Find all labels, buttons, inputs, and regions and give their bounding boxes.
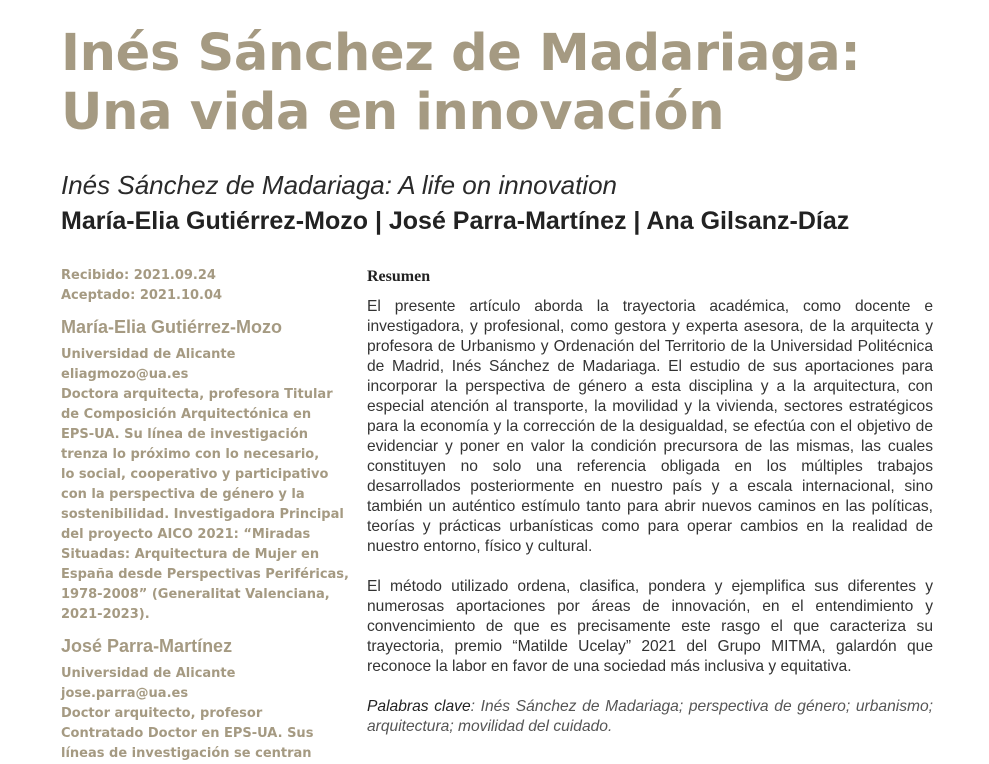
author-email: eliagmozo@ua.es bbox=[61, 367, 189, 382]
author-list: María-Elia Gutiérrez-Mozo | José Parra-Martínez | Ana Gilsanz-Díaz bbox=[61, 207, 850, 235]
author-bio-line: líneas de investigación se centran bbox=[61, 746, 312, 761]
author-bio-line: 1978-2008” (Generalitat Valenciana, bbox=[61, 587, 330, 602]
keywords-label: Palabras clave bbox=[367, 698, 471, 715]
abstract-paragraph-2: El método utilizado ordena, clasifica, pondera y ejemplifica sus diferentes y numerosas aportaciones por áreas de innovación, en el entendimiento y convencimiento de que es precisamente este rasgo el que caracteriza su trayectoria, premio “Matilde Ucelay” 2021 del Grupo MITMA, galardón que reconoce la labor en favor de una sociedad más inclusiva y equitativa. bbox=[367, 578, 933, 675]
author-affiliation: Universidad de Alicante bbox=[61, 666, 236, 681]
author-bio-line: del proyecto AICO 2021: “Miradas bbox=[61, 527, 311, 542]
keywords bbox=[367, 697, 933, 737]
author-bio-line: lo social, cooperativo y participativo bbox=[61, 467, 329, 482]
author-affiliation: Universidad de Alicante bbox=[61, 347, 236, 362]
author-block-2 bbox=[61, 634, 326, 764]
article-title-line-2: Una vida en innovación bbox=[61, 83, 725, 142]
accepted-date: Aceptado: 2021.10.04 bbox=[61, 288, 223, 303]
author-bio-line: Doctor arquitecto, profesor bbox=[61, 706, 263, 721]
received-date: Recibido: 2021.09.24 bbox=[61, 268, 216, 283]
author-name: María-Elia Gutiérrez-Mozo bbox=[61, 317, 283, 337]
abstract-section bbox=[367, 266, 933, 737]
author-bio-line: EPS-UA. Su línea de investigación bbox=[61, 427, 308, 442]
author-bio-line: España desde Perspectivas Periféricas, bbox=[61, 567, 349, 582]
author-bio-line: Doctora arquitecta, profesora Titular bbox=[61, 387, 333, 402]
submission-dates bbox=[61, 266, 326, 306]
author-bio-line: sostenibilidad. Investigadora Principal bbox=[61, 507, 344, 522]
author-bio-line: Situadas: Arquitectura de Mujer en bbox=[61, 547, 320, 562]
article-title-line-1: Inés Sánchez de Madariaga: bbox=[61, 24, 861, 83]
author-bio-line: Contratado Doctor en EPS-UA. Sus bbox=[61, 726, 314, 741]
author-bio-line: 2021-2023). bbox=[61, 607, 150, 622]
author-name: José Parra-Martínez bbox=[61, 636, 233, 656]
author-bio-line: trenza lo próximo con lo necesario, bbox=[61, 447, 320, 462]
author-block-1 bbox=[61, 315, 349, 625]
keywords-value: : Inés Sánchez de Madariaga; perspectiva de género; urbanismo; arquitectura; movilidad del cuidado. bbox=[367, 698, 933, 735]
author-email: jose.parra@ua.es bbox=[61, 686, 189, 701]
english-title: Inés Sánchez de Madariaga: A life on innovation bbox=[61, 170, 617, 200]
author-bio-line: con la perspectiva de género y la bbox=[61, 487, 305, 502]
abstract-paragraph-1: El presente artículo aborda la trayectoria académica, como docente e investigadora, y profesional, como gestora y experta asesora, de la arquitecta y profesora de Urbanismo y Ordenación del Territorio de la Universidad Politécnica de Madrid, Inés Sánchez de Madariaga. El estudio de sus aportaciones para incorporar la perspectiva de género a esta disciplina y a la arquitectura, con especial atención al transporte, la movilidad y la vivienda, sectores estratégicos para la economía y la corrección de la desigualdad, se efectúa con el objetivo de evidenciar y poner en valor la condición precursora de las mismas, las cuales constituyen no solo una referencia obligada en los múltiples trabajos desarrollados posteriormente en nuestro país y a escala internacional, sino también un auténtico estímulo tanto para abrir nuevos caminos en las políticas, teorías y prácticas urbanísticas como para operar cambios en la realidad de nuestro entorno, físico y cultural. bbox=[367, 298, 933, 555]
author-sidebar bbox=[61, 266, 349, 764]
article-title bbox=[61, 24, 961, 142]
abstract-heading: Resumen bbox=[367, 268, 431, 285]
author-bio-line: de Composición Arquitectónica en bbox=[61, 407, 312, 422]
